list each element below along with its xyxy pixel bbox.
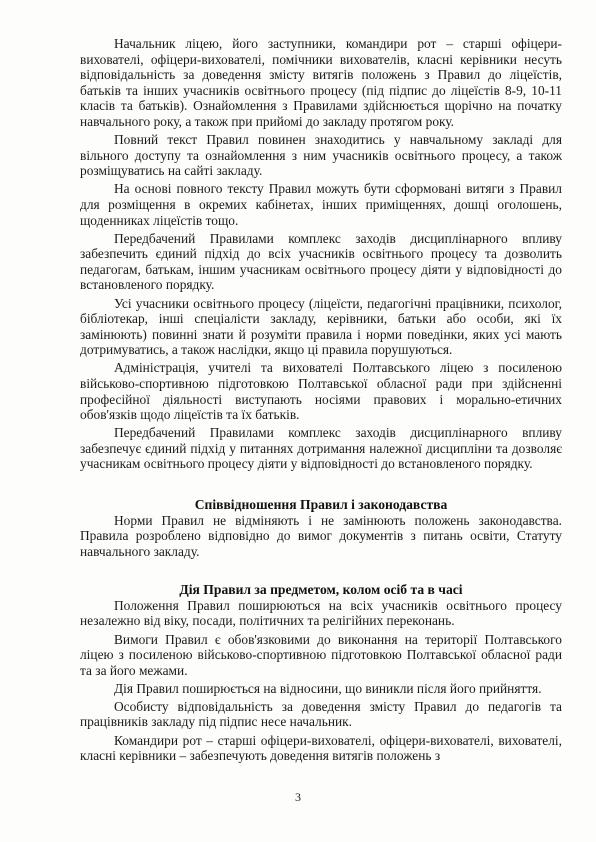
paragraph-applies-to-all: Положення Правил поширюються на всіх учасників освітнього процесу незалежно від віку, посади, політичних та релігійних переконань.	[80, 597, 562, 629]
paragraph-personal-responsibility: Особисту відповідальність за доведення змісту Правил до педагогів та працівників закладу під підпис несе начальник.	[80, 698, 562, 730]
page-number: 3	[295, 790, 301, 804]
paragraph-relations: Дія Правил поширюється на відносини, що виникли після його прийняття.	[114, 680, 542, 696]
paragraph-extracts: На основі повного тексту Правил можуть бути сформовані витяги з Правил для розміщення в окремих кабінетах, інших приміщеннях, дошці оголошень, щоденниках ліцеїстів тощо.	[80, 181, 562, 228]
paragraph-disciplinary-measures: Передбачений Правилами комплекс заходів дисциплінарного впливу забезпечить єдиний підхід до всіх учасників освітнього процесу та дозволить педагогам, батькам, іншим учасникам освітнього процесу діяти у відповідності до встановленого порядку.	[80, 230, 562, 293]
paragraph-mandatory: Вимоги Правил є обов'язковими до виконання на території Полтавського ліцею з посиленою військово-спортивною підготовкою Полтавської обласної ради та за його межами.	[80, 631, 562, 678]
paragraph-administration: Адміністрація, учителі та вихователі Полтавського ліцею з посиленою військово-спортивною підготовкою Полтавської обласної ради при здійсненні професійної діяльності виступають носіями правових і морально-етичних обов'язків щодо ліцеїстів та їх батьків.	[80, 360, 562, 423]
paragraph-full-text: Повний текст Правил повинен знаходитись у навчальному закладі для вільного доступу та ознайомлення з ним учасників освітнього процесу, а також розміщуватись на сайті закладу.	[80, 132, 562, 179]
paragraph-responsibility: Начальник ліцею, його заступники, командири рот – старші офіцери-вихователі, офіцери-вихователі, помічники вихователів, класні керівники несуть відповідальність за доведення змісту витягів положень з Правил до ліцеїстів, батьків та інших учасників освітнього процесу (під підпис до ліцеїстів 8-9, 10-11 класів та батьків). Ознайомлення з Правилами здійснюється щорічно на початку навчального року, а також при прийомі до закладу протягом року.	[80, 36, 562, 129]
paragraph-unified-approach: Передбачений Правилами комплекс заходів дисциплінарного впливу забезпечує єдиний підхід у питаннях дотримання належної дисципліни та дозволяє учасникам освітнього процесу діяти у відповідності до встановленого порядку.	[80, 425, 562, 472]
section-heading-scope: Дія Правил за предметом, колом осіб та в часі	[179, 581, 463, 597]
paragraph-norms: Норми Правил не відміняють і не замінюють положень законодавства. Правила розроблено відповідно до вимог документів з питань освіти, Статуту навчального закладу.	[80, 512, 562, 559]
section-heading-legislation: Співвідношення Правил і законодавства	[194, 496, 448, 512]
paragraph-participants: Усі учасники освітнього процесу (ліцеїсти, педагогічні працівники, психолог, бібліотекар, інші спеціалісти закладу, керівники, батьки або особи, які їх замінюють) повинні знати й розуміти правила і норми поведінки, яких усі мають дотримуватись, а також наслідки, якщо ці правила порушуються.	[80, 295, 562, 358]
paragraph-commanders: Командири рот – старші офіцери-вихователі, офіцери-вихователі, вихователі, класні керівники – забезпечують доведення витягів положень з	[80, 732, 562, 764]
page-content	[80, 36, 562, 766]
